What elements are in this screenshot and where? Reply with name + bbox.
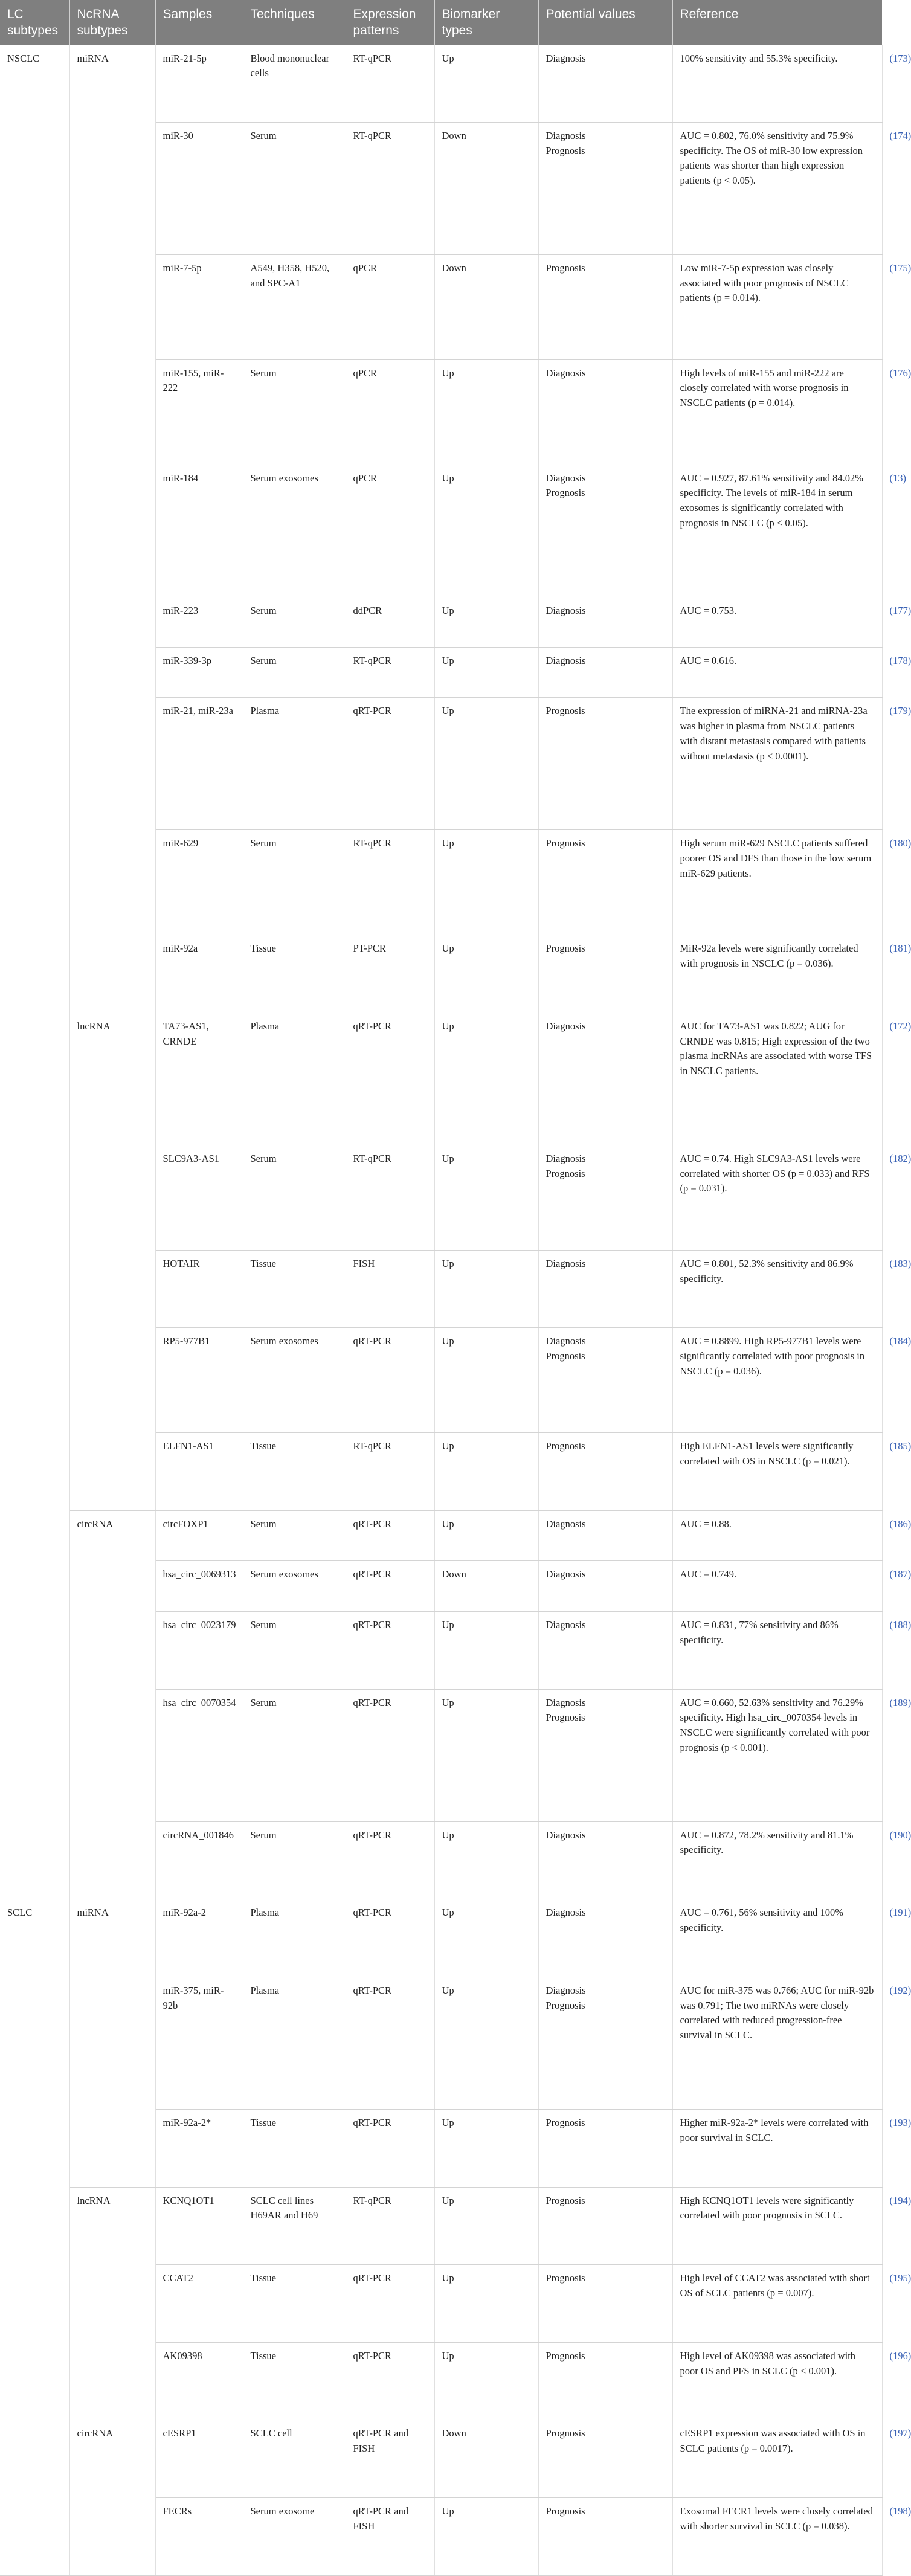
expression-cell: Up [434,2498,538,2576]
biomarker-type-cell [538,359,672,465]
potential-value-cell: AUC = 0.753. [672,597,882,647]
expression-cell: Up [434,698,538,830]
potential-value-cell: AUC for TA73-AS1 was 0.822; AUG for CRNDE was 0.815; High expression of the two plasma lncRNAs are associated with worse TFS in NSCLC patients. [672,1013,882,1145]
samples-cell: Tissue [243,1433,346,1511]
expression-cell: Up [434,1328,538,1433]
expression-cell: Up [434,1689,538,1821]
subtype-cell: miR-92a-2 [155,1899,243,1977]
subtype-cell: HOTAIR [155,1250,243,1328]
biomarker-type-cell [538,1611,672,1689]
potential-value-cell: AUC = 0.927, 87.61% sensitivity and 84.02% specificity. The levels of miR-184 in serum exosomes is significantly correlated with prognosis in NSCLC (p < 0.05). [672,465,882,597]
table-row: lncRNA TA73-AS1, CRNDE Plasma qRT-PCR Up Diagnosis AUC for TA73-AS1 was 0.822; AUG for CRNDE was 0.815; High expression of the two plasma lncRNAs are associated with worse TFS in NSCLC patients. (172) [0,1013,882,1145]
ncrna-subtype-cell: lncRNA [69,2187,155,2420]
column-header-potential-values: Potential values [538,0,672,45]
potential-value-cell: MiR-92a levels were significantly correlated with prognosis in NSCLC (p = 0.036). [672,935,882,1013]
technique-cell: qRT-PCR [346,1510,434,1560]
subtype-cell: circFOXP1 [155,1510,243,1560]
samples-cell: Serum [243,830,346,935]
table-row: miR-30 Serum RT-qPCR Down Diagnosis Prognosis AUC = 0.802, 76.0% sensitivity and 75.9% specificity. The OS of miR-30 low expression patients was shorter than high expression patients (p < 0.05). (174) [0,122,882,254]
expression-cell: Down [434,2420,538,2498]
technique-cell: RT-qPCR [346,2187,434,2265]
samples-cell: Serum [243,122,346,254]
biomarker-type-cell [538,1561,672,1611]
samples-cell: Serum [243,359,346,465]
biomarker-type-cell [538,1328,672,1433]
expression-cell: Up [434,1510,538,1560]
potential-value-cell: Higher miR-92a-2* levels were correlated with poor survival in SCLC. [672,2109,882,2187]
biomarker-type-cell [538,1250,672,1328]
biomarker-type-cell [538,830,672,935]
potential-value-cell: AUC = 0.761, 56% sensitivity and 100% specificity. [672,1899,882,1977]
lc-subtype-cell: SCLC [0,1899,69,2576]
samples-cell: A549, H358, H520, and SPC-A1 [243,254,346,359]
table-row: HOTAIR Tissue FISH Up Diagnosis AUC = 0.801, 52.3% sensitivity and 86.9% specificity. (183) [0,1250,882,1328]
subtype-cell: hsa_circ_0023179 [155,1611,243,1689]
expression-cell: Up [434,2187,538,2265]
biomarker-type-cell [538,698,672,830]
biomarker-type-label: Diagnosis [546,1257,586,1269]
table-row: FECRs Serum exosome qRT-PCR and FISH Up Prognosis Exosomal FECR1 levels were closely correlated with shorter survival in SCLC (p = 0.038). (198) [0,2498,882,2576]
table-row: AK09398 Tissue qRT-PCR Up Prognosis High level of AK09398 was associated with poor OS and PFS in SCLC (p < 0.001). (196) [0,2342,882,2420]
column-header-samples: Samples [155,0,243,45]
subtype-cell: RP5-977B1 [155,1328,243,1433]
subtype-cell: cESRP1 [155,2420,243,2498]
column-header-ncrna-subtypes: NcRNA subtypes [69,0,155,45]
potential-value-cell: High serum miR-629 NSCLC patients suffered poorer OS and DFS than those in the low serum miR-629 patients. [672,830,882,935]
samples-cell: Serum exosomes [243,1328,346,1433]
samples-cell: Serum [243,1611,346,1689]
biomarker-type-label: Prognosis [546,2427,585,2439]
table-row: miR-92a Tissue PT-PCR Up Prognosis MiR-92a levels were significantly correlated with prognosis in NSCLC (p = 0.036). (181) [0,935,882,1013]
expression-cell: Up [434,2265,538,2343]
potential-value-cell: cESRP1 expression was associated with OS in SCLC patients (p = 0.0017). [672,2420,882,2498]
samples-cell: Plasma [243,1977,346,2109]
ncrna-subtype-cell: lncRNA [69,1013,155,1510]
biomarker-type-cell [538,2342,672,2420]
technique-cell: qRT-PCR [346,1328,434,1433]
expression-cell: Up [434,935,538,1013]
table-row: SLC9A3-AS1 Serum RT-qPCR Up Diagnosis Prognosis AUC = 0.74. High SLC9A3-AS1 levels were correlated with shorter OS (p = 0.033) and RFS (p = 0.031). (182) [0,1145,882,1250]
subtype-cell: miR-155, miR-222 [155,359,243,465]
subtype-cell: miR-375, miR-92b [155,1977,243,2109]
technique-cell: qRT-PCR [346,1561,434,1611]
table-row: miR-184 Serum exosomes qPCR Up Diagnosis Prognosis AUC = 0.927, 87.61% sensitivity and 84.02% specificity. The levels of miR-184 in serum exosomes is significantly correlated with prognosis in NSCLC (p < 0.05). (13) [0,465,882,597]
table-row: circRNA cESRP1 SCLC cell qRT-PCR and FISH Down Prognosis cESRP1 expression was associated with OS in SCLC patients (p = 0.0017). (197) [0,2420,882,2498]
samples-cell: SCLC cell [243,2420,346,2498]
biomarker-type-label: Diagnosis [546,654,586,666]
samples-cell: Serum exosome [243,2498,346,2576]
samples-cell: Serum [243,1145,346,1250]
expression-cell: Up [434,647,538,697]
technique-cell: PT-PCR [346,935,434,1013]
potential-value-cell: AUC for miR-375 was 0.766; AUC for miR-92b was 0.791; The two miRNAs were closely correlated with reduced progression-free survival in SCLC. [672,1977,882,2109]
samples-cell: Plasma [243,1899,346,1977]
subtype-cell: miR-92a-2* [155,2109,243,2187]
biomarker-type-label: Diagnosis [546,1618,586,1631]
technique-cell: qRT-PCR [346,2109,434,2187]
technique-cell: qRT-PCR [346,1899,434,1977]
biomarker-type-cell [538,597,672,647]
biomarker-type-label: Prognosis [546,2349,585,2362]
technique-cell: qPCR [346,359,434,465]
technique-cell: qRT-PCR [346,2342,434,2420]
biomarker-type-cell [538,122,672,254]
samples-cell: Tissue [243,2342,346,2420]
table-row: miR-21, miR-23a Plasma qRT-PCR Up Prognosis The expression of miRNA-21 and miRNA-23a was higher in plasma from NSCLC patients with distant metastasis compared with patients without metastasis (p < 0.0001). (179) [0,698,882,830]
subtype-cell: TA73-AS1, CRNDE [155,1013,243,1145]
expression-cell: Up [434,1611,538,1689]
potential-value-cell: The expression of miRNA-21 and miRNA-23a was higher in plasma from NSCLC patients with distant metastasis compared with patients without metastasis (p < 0.0001). [672,698,882,830]
subtype-cell: FECRs [155,2498,243,2576]
potential-value-cell: AUC = 0.831, 77% sensitivity and 86% specificity. [672,1611,882,1689]
table-row: hsa_circ_0023179 Serum qRT-PCR Up Diagnosis AUC = 0.831, 77% sensitivity and 86% specificity. (188) [0,1611,882,1689]
biomarker-type-label: Prognosis [546,2116,585,2128]
subtype-cell: miR-21-5p [155,45,243,123]
table-row: SCLC miRNA miR-92a-2 Plasma qRT-PCR Up Diagnosis AUC = 0.761, 56% sensitivity and 100% specificity. (191) [0,1899,882,1977]
technique-cell: RT-qPCR [346,647,434,697]
ncrna-subtype-cell: circRNA [69,1510,155,1899]
biomarker-type-label: Prognosis [546,2505,585,2517]
expression-cell: Down [434,122,538,254]
samples-cell: Tissue [243,1250,346,1328]
biomarker-type-label: Prognosis [546,487,585,499]
column-header-expression-patterns: Expression patterns [346,0,434,45]
potential-value-cell: AUC = 0.660, 52.63% sensitivity and 76.29% specificity. High hsa_circ_0070354 levels in NSCLC were significantly correlated with poor prognosis (p < 0.001). [672,1689,882,1821]
samples-cell: Plasma [243,698,346,830]
technique-cell: qPCR [346,465,434,597]
expression-cell: Down [434,1561,538,1611]
biomarker-type-label: Diagnosis [546,1696,586,1708]
biomarker-type-label: Prognosis [546,837,585,849]
samples-cell: Serum exosomes [243,1561,346,1611]
technique-cell: qPCR [346,254,434,359]
samples-cell: Serum exosomes [243,465,346,597]
biomarker-type-label: Prognosis [546,262,585,274]
expression-cell: Up [434,597,538,647]
biomarker-type-cell [538,935,672,1013]
subtype-cell: ELFN1-AS1 [155,1433,243,1511]
biomarker-type-cell [538,465,672,597]
table-row: hsa_circ_0070354 Serum qRT-PCR Up Diagnosis Prognosis AUC = 0.660, 52.63% sensitivity and 76.29% specificity. High hsa_circ_0070354 levels in NSCLC were significantly correlated with poor prognosis (p < 0.001). (189) [0,1689,882,1821]
potential-value-cell: AUC = 0.749. [672,1561,882,1611]
expression-cell: Up [434,2109,538,2187]
biomarker-type-cell [538,647,672,697]
technique-cell: RT-qPCR [346,1145,434,1250]
table-row: circRNA circFOXP1 Serum qRT-PCR Up Diagnosis AUC = 0.88. (186) [0,1510,882,1560]
potential-value-cell: AUC = 0.616. [672,647,882,697]
subtype-cell: miR-30 [155,122,243,254]
column-header-techniques: Techniques [243,0,346,45]
expression-cell: Up [434,1433,538,1511]
subtype-cell: miR-184 [155,465,243,597]
table-row: miR-155, miR-222 Serum qPCR Up Diagnosis High levels of miR-155 and miR-222 are closely correlated with worse prognosis in NSCLC patients (p = 0.014). (176) [0,359,882,465]
expression-cell: Up [434,1899,538,1977]
biomarker-type-cell [538,1977,672,2109]
biomarker-type-cell [538,45,672,123]
technique-cell: qRT-PCR [346,1013,434,1145]
samples-cell: Serum [243,647,346,697]
expression-cell: Up [434,1145,538,1250]
biomarker-type-label: Prognosis [546,144,585,156]
biomarker-type-label: Prognosis [546,1350,585,1362]
table-row: miR-223 Serum ddPCR Up Diagnosis AUC = 0.753. (177) [0,597,882,647]
subtype-cell: miR-629 [155,830,243,935]
table-row: miR-7-5p A549, H358, H520, and SPC-A1 qPCR Down Prognosis Low miR-7-5p expression was closely associated with poor prognosis of NSCLC patients (p = 0.014). (175) [0,254,882,359]
biomarker-type-label: Diagnosis [546,1020,586,1032]
technique-cell: qRT-PCR and FISH [346,2420,434,2498]
potential-value-cell: AUC = 0.88. [672,1510,882,1560]
subtype-cell: CCAT2 [155,2265,243,2343]
technique-cell: RT-qPCR [346,122,434,254]
biomarker-type-cell [538,254,672,359]
table-row: lncRNA KCNQ1OT1 SCLC cell lines H69AR and H69 RT-qPCR Up Prognosis High KCNQ1OT1 levels were significantly correlated with poor prognosis in SCLC. (194) [0,2187,882,2265]
potential-value-cell: AUC = 0.802, 76.0% sensitivity and 75.9% specificity. The OS of miR-30 low expression patients was shorter than high expression patients (p < 0.05). [672,122,882,254]
technique-cell: qRT-PCR [346,1611,434,1689]
biomarker-type-label: Diagnosis [546,367,586,379]
samples-cell: Serum [243,1510,346,1560]
biomarker-type-cell [538,1145,672,1250]
samples-cell: Tissue [243,2265,346,2343]
potential-value-cell: Exosomal FECR1 levels were closely correlated with shorter survival in SCLC (p = 0.038). [672,2498,882,2576]
table-row: circRNA_001846 Serum qRT-PCR Up Diagnosis AUC = 0.872, 78.2% sensitivity and 81.1% specificity. (190) [0,1821,882,1899]
subtype-cell: miR-7-5p [155,254,243,359]
technique-cell: ddPCR [346,597,434,647]
technique-cell: qRT-PCR [346,1821,434,1899]
column-header-lc-subtypes: LC subtypes [0,0,69,45]
biomarker-type-label: Diagnosis [546,1907,586,1919]
expression-cell: Up [434,465,538,597]
table-header [0,0,882,45]
column-header-reference: Reference [672,0,882,45]
subtype-cell: miR-21, miR-23a [155,698,243,830]
technique-cell: FISH [346,1250,434,1328]
biomarker-type-label: Prognosis [546,705,585,717]
subtype-cell: miR-339-3p [155,647,243,697]
subtype-cell: miR-92a [155,935,243,1013]
biomarker-type-label: Diagnosis [546,604,586,616]
table-row: miR-375, miR-92b Plasma qRT-PCR Up Diagnosis Prognosis AUC for miR-375 was 0.766; AUC for miR-92b was 0.791; The two miRNAs were closely correlated with reduced progression-free survival in SCLC. (192) [0,1977,882,2109]
biomarker-type-label: Diagnosis [546,1829,586,1841]
biomarker-type-label: Prognosis [546,2194,585,2206]
table-row: ELFN1-AS1 Tissue RT-qPCR Up Prognosis High ELFN1-AS1 levels were significantly correlated with OS in NSCLC (p = 0.021). (185) [0,1433,882,1511]
potential-value-cell: AUC = 0.801, 52.3% sensitivity and 86.9% specificity. [672,1250,882,1328]
potential-value-cell: High level of AK09398 was associated with poor OS and PFS in SCLC (p < 0.001). [672,2342,882,2420]
biomarker-type-label: Prognosis [546,1999,585,2011]
biomarker-type-cell [538,1821,672,1899]
technique-cell: RT-qPCR [346,1433,434,1511]
potential-value-cell: AUC = 0.74. High SLC9A3-AS1 levels were correlated with shorter OS (p = 0.033) and RFS (p = 0.031). [672,1145,882,1250]
column-header-biomarker-types: Biomarker types [434,0,538,45]
ncrna-subtype-cell: circRNA [69,2420,155,2576]
expression-cell: Up [434,1977,538,2109]
biomarker-type-cell [538,2109,672,2187]
samples-cell: Tissue [243,935,346,1013]
technique-cell: RT-qPCR [346,830,434,935]
biomarker-type-label: Diagnosis [546,1152,586,1164]
potential-value-cell: High level of CCAT2 was associated with short OS of SCLC patients (p = 0.007). [672,2265,882,2343]
expression-cell: Up [434,2342,538,2420]
expression-cell: Up [434,359,538,465]
technique-cell: qRT-PCR [346,698,434,830]
expression-cell: Up [434,1821,538,1899]
expression-cell: Up [434,1013,538,1145]
samples-cell: Tissue [243,2109,346,2187]
biomarker-type-cell [538,2187,672,2265]
biomarker-type-label: Prognosis [546,2272,585,2284]
samples-cell: SCLC cell lines H69AR and H69 [243,2187,346,2265]
technique-cell: qRT-PCR [346,1977,434,2109]
samples-cell: Serum [243,597,346,647]
table-body [0,45,911,2576]
technique-cell: RT-qPCR [346,45,434,123]
samples-cell: Serum [243,1689,346,1821]
samples-cell: Blood mononuclear cells [243,45,346,123]
subtype-cell: SLC9A3-AS1 [155,1145,243,1250]
subtype-cell: hsa_circ_0070354 [155,1689,243,1821]
biomarker-type-cell [538,1510,672,1560]
potential-value-cell: AUC = 0.872, 78.2% sensitivity and 81.1% specificity. [672,1821,882,1899]
biomarker-type-label: Diagnosis [546,1568,586,1580]
lc-subtype-cell: NSCLC [0,45,69,1899]
biomarker-type-label: Diagnosis [546,1335,586,1347]
samples-cell: Serum [243,1821,346,1899]
header-row [0,0,882,45]
table-row: miR-92a-2* Tissue qRT-PCR Up Prognosis Higher miR-92a-2* levels were correlated with poor survival in SCLC. (193) [0,2109,882,2187]
biomarker-type-label: Diagnosis [546,129,586,141]
biomarker-type-label: Diagnosis [546,1518,586,1530]
biomarker-type-cell [538,2498,672,2576]
biomarker-type-cell [538,1433,672,1511]
subtype-cell: AK09398 [155,2342,243,2420]
biomarker-type-label: Prognosis [546,1711,585,1724]
technique-cell: qRT-PCR [346,1689,434,1821]
subtype-cell: circRNA_001846 [155,1821,243,1899]
potential-value-cell: AUC = 0.8899. High RP5-977B1 levels were significantly correlated with poor prognosis in NSCLC (p = 0.036). [672,1328,882,1433]
biomarker-type-label: Diagnosis [546,472,586,484]
biomarker-type-cell [538,1899,672,1977]
biomarker-type-label: Diagnosis [546,1984,586,1996]
biomarker-type-cell [538,1013,672,1145]
subtype-cell: KCNQ1OT1 [155,2187,243,2265]
subtype-cell: miR-223 [155,597,243,647]
table-row: NSCLC miRNA miR-21-5p Blood mononuclear cells RT-qPCR Up Diagnosis 100% sensitivity and 55.3% specificity. (173) [0,45,882,123]
potential-value-cell: Low miR-7-5p expression was closely associated with poor prognosis of NSCLC patients (p = 0.014). [672,254,882,359]
expression-cell: Up [434,830,538,935]
technique-cell: qRT-PCR and FISH [346,2498,434,2576]
expression-cell: Up [434,1250,538,1328]
subtype-cell: hsa_circ_0069313 [155,1561,243,1611]
ncrna-subtype-cell: miRNA [69,45,155,1013]
potential-value-cell: High levels of miR-155 and miR-222 are closely correlated with worse prognosis in NSCLC patients (p = 0.014). [672,359,882,465]
biomarker-type-cell [538,2265,672,2343]
biomarker-type-label: Prognosis [546,1167,585,1179]
table-row: miR-339-3p Serum RT-qPCR Up Diagnosis AUC = 0.616. (178) [0,647,882,697]
table-row: RP5-977B1 Serum exosomes qRT-PCR Up Diagnosis Prognosis AUC = 0.8899. High RP5-977B1 levels were significantly correlated with poor prognosis in NSCLC (p = 0.036). (184) [0,1328,882,1433]
samples-cell: Plasma [243,1013,346,1145]
biomarker-type-label: Diagnosis [546,52,586,64]
potential-value-cell: 100% sensitivity and 55.3% specificity. [672,45,882,123]
biomarker-type-label: Prognosis [546,942,585,955]
technique-cell: qRT-PCR [346,2265,434,2343]
ncrna-subtype-cell: miRNA [69,1899,155,2187]
table-row: CCAT2 Tissue qRT-PCR Up Prognosis High level of CCAT2 was associated with short OS of SCLC patients (p = 0.007). (195) [0,2265,882,2343]
biomarker-type-cell [538,2420,672,2498]
potential-value-cell: High KCNQ1OT1 levels were significantly correlated with poor prognosis in SCLC. [672,2187,882,2265]
expression-cell: Up [434,45,538,123]
expression-cell: Down [434,254,538,359]
table-row: miR-629 Serum RT-qPCR Up Prognosis High serum miR-629 NSCLC patients suffered poorer OS and DFS than those in the low serum miR-629 patients. (180) [0,830,882,935]
potential-value-cell: High ELFN1-AS1 levels were significantly correlated with OS in NSCLC (p = 0.021). [672,1433,882,1511]
table-row: hsa_circ_0069313 Serum exosomes qRT-PCR Down Diagnosis AUC = 0.749. (187) [0,1561,882,1611]
biomarker-type-cell [538,1689,672,1821]
biomarker-type-label: Prognosis [546,1440,585,1452]
